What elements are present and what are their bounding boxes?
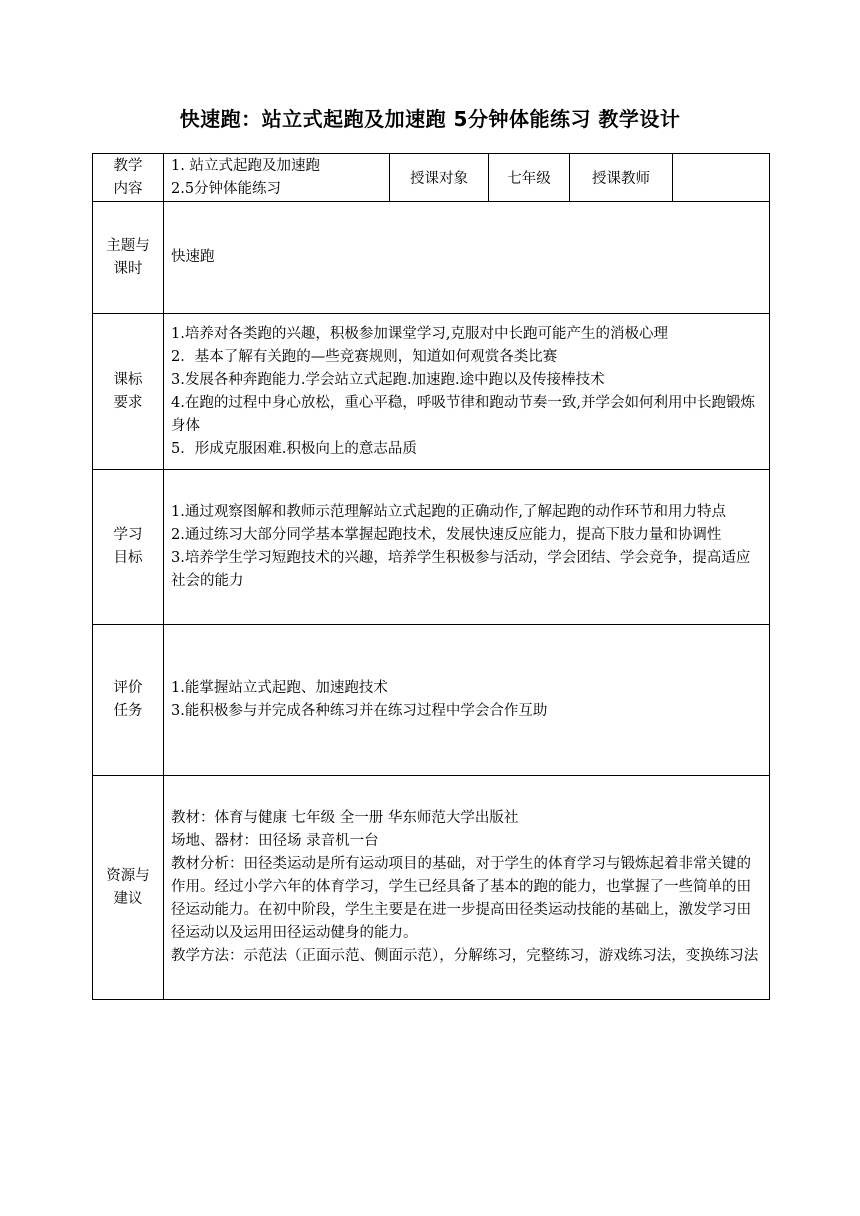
curriculum-cell bbox=[164, 314, 770, 470]
content-line: 1. 站立式起跑及加速跑 bbox=[171, 157, 320, 174]
content-line: 教材分析：田径类运动是所有运动项目的基础，对于学生的体育学习与锻炼起着非常关键的作用。经过小学六年的体育学习，学生已经具备了基本的跑的能力，也掌握了一些简单的田径运动能力。在初中阶段，学生主要是在进一步提高田径类运动技能的基础上，激发学习田径运动以及运用田径运动健身的能力。 bbox=[171, 856, 751, 941]
label-line: 目标 bbox=[113, 550, 143, 566]
row-resources bbox=[93, 776, 770, 1000]
label-evaluation bbox=[93, 625, 164, 776]
label-resources bbox=[93, 776, 164, 1000]
content-line: 2．基本了解有关跑的—些竞赛规则，知道如何观赏各类比赛 bbox=[171, 348, 558, 365]
content-line: 2.通过练习大部分同学基本掌握起跑技术，发展快速反应能力，提高下肢力量和协调性 bbox=[171, 527, 722, 543]
label-line: 要求 bbox=[113, 394, 143, 411]
label-curriculum bbox=[93, 314, 164, 470]
label-line: 资源与 bbox=[106, 867, 150, 884]
label-line: 建议 bbox=[113, 890, 143, 907]
content-line: 5．形成克服困难.积极向上的意志品质 bbox=[171, 440, 417, 457]
row-teaching-content bbox=[93, 154, 770, 202]
content-line: 1.培养对各类跑的兴趣，积极参加课堂学习,克服对中长跑可能产生的消极心理 bbox=[171, 325, 668, 342]
label-objectives bbox=[93, 470, 164, 625]
label-topic bbox=[93, 202, 164, 314]
content-line: 教材：体育与健康 七年级 全一册 华东师范大学出版社 bbox=[171, 810, 519, 826]
label-line: 学习 bbox=[113, 527, 143, 543]
teacher-value bbox=[673, 154, 770, 202]
row-curriculum bbox=[93, 314, 770, 470]
content-line: 4.在跑的过程中身心放松，重心平稳，呼吸节律和跑动节奏一致,并学会如何利用中长跑锻炼身体 bbox=[171, 394, 755, 434]
objectives-cell bbox=[164, 470, 770, 625]
content-line: 2.5分钟体能练习 bbox=[171, 180, 282, 197]
label-teaching-content bbox=[93, 154, 164, 202]
resources-cell bbox=[164, 776, 770, 1000]
audience-label: 授课对象 bbox=[390, 154, 489, 202]
evaluation-cell bbox=[164, 625, 770, 776]
row-evaluation bbox=[93, 625, 770, 776]
label-line: 任务 bbox=[113, 703, 143, 719]
document-title: 快速跑：站立式起跑及加速跑 5分钟体能练习 教学设计 bbox=[179, 107, 681, 131]
content-line: 快速跑 bbox=[171, 249, 215, 265]
lesson-plan-table bbox=[92, 153, 770, 1000]
content-line: 3.培养学生学习短跑技术的兴趣，培养学生积极参与活动，学会团结、学会竞争，提高适应社会的能力 bbox=[171, 550, 751, 589]
label-line: 课标 bbox=[113, 371, 143, 388]
row-objectives bbox=[93, 470, 770, 625]
teaching-content-cell bbox=[164, 154, 390, 202]
content-line: 1.能掌握站立式起跑、加速跑技术 bbox=[171, 680, 388, 696]
content-line: 3.能积极参与并完成各种练习并在练习过程中学会合作互助 bbox=[171, 703, 548, 719]
content-line: 场地、器材：田径场 录音机一台 bbox=[171, 833, 379, 849]
label-line: 教学 bbox=[113, 157, 143, 174]
teacher-label: 授课教师 bbox=[570, 154, 673, 202]
label-line: 评价 bbox=[113, 680, 143, 696]
label-line: 内容 bbox=[113, 180, 143, 197]
row-topic bbox=[93, 202, 770, 314]
label-line: 主题与 bbox=[106, 237, 150, 254]
topic-cell bbox=[164, 202, 770, 314]
label-line: 课时 bbox=[113, 260, 143, 277]
content-line: 1.通过观察图解和教师示范理解站立式起跑的正确动作,了解起跑的动作环节和用力特点 bbox=[171, 504, 726, 520]
content-line: 教学方法：示范法（正面示范、侧面示范），分解练习，完整练习，游戏练习法，变换练习法 bbox=[171, 948, 759, 964]
content-line: 3.发展各种奔跑能力.学会站立式起跑.加速跑.途中跑以及传接棒技术 bbox=[171, 371, 605, 388]
audience-value: 七年级 bbox=[489, 154, 570, 202]
